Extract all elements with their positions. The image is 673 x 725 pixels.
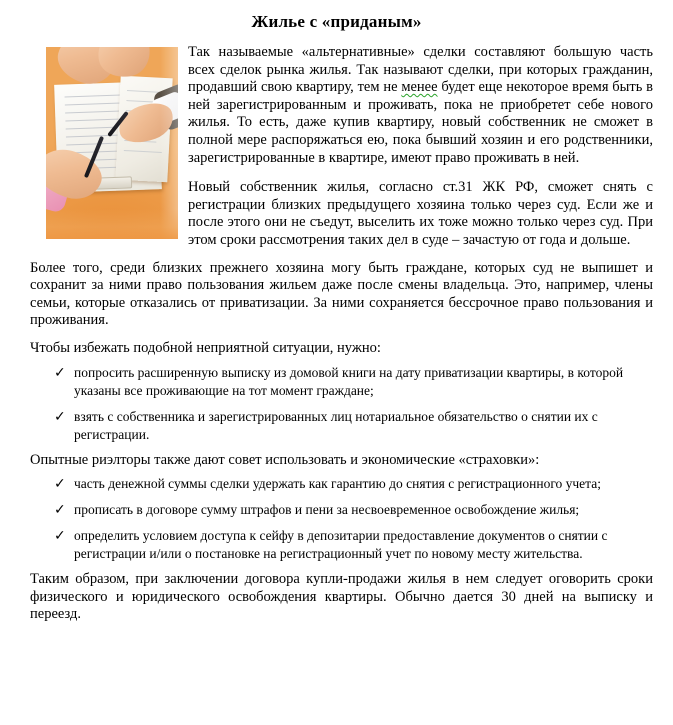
checkmark-icon: ✓ — [54, 476, 66, 493]
list-item-label: определить условием доступа к сейфу в депозитарии предоставление документов о снятии с регистрации и/или о постановке на регистрационный учет по новому месту жительства. — [74, 528, 608, 562]
photo-hands-signing-documents — [46, 47, 178, 239]
list-one-intro: Чтобы избежать подобной неприятной ситуации, нужно: — [30, 339, 381, 356]
list-item — [30, 408, 653, 444]
paragraph-final: Таким образом, при заключении договора купли-продажи жилья в нем следует оговорить сроки физического и юридического освобождения квартиры. Обычно дается 30 дней на выписку и переезд. — [30, 571, 653, 623]
checklist-precautions — [30, 364, 653, 444]
paragraph-1-text-a: Так называемые «альтернативные» сделки составляют большую часть всех сделок рынка жилья. Так называют сделки, при которых гражданин, продавший свою квартиру, тем не — [188, 44, 653, 96]
list-item — [30, 501, 653, 519]
list-two-intro: Опытные риэлторы также дают совет использовать и экономические «страховки»: — [30, 451, 540, 468]
page-title: Жилье с «приданым» — [251, 12, 422, 31]
checkmark-icon: ✓ — [54, 502, 66, 519]
paragraph-3: Более того, среди близких прежнего хозяина могу быть граждане, которых суд не выпишет и сохранит за ними право пользования жильем даже после смены владельца. Это, например, члены семьи, которые отказались от приватизации. За ними сохраняется бессрочное право пользования и проживания. — [30, 259, 653, 329]
checkmark-icon: ✓ — [54, 528, 66, 545]
checkmark-icon: ✓ — [54, 408, 66, 425]
list-item — [30, 475, 653, 493]
figure-edge-fade-bottom — [46, 209, 178, 239]
checkmark-icon: ✓ — [54, 364, 66, 381]
list-item-label: попросить расширенную выписку из домовой книги на дату приватизации квартиры, в которой указаны все проживающие на тот момент граждане; — [74, 364, 624, 398]
list-item-label: прописать в договоре сумму штрафов и пени за несвоевременное освобождение жилья; — [74, 502, 580, 518]
document-body — [0, 44, 673, 624]
checklist-economic-safeguards — [30, 475, 653, 563]
list-item — [30, 527, 653, 563]
list-item-label: взять с собственника и зарегистрированных лиц нотариальное обязательство о снятии их с регистрации. — [74, 408, 598, 442]
list-item-label: часть денежной суммы сделки удержать как гарантию до снятия с регистрационного учета; — [74, 476, 601, 492]
paragraph-1-text-b: будет еще некоторое время быть в ней зарегистрированным и проживать, пока не приобретет себе нового жилья. То есть, даже купив квартиру, новый собственник не сможет в полной мере распоряжаться ею, пока бывший хозяин и его родственники, зарегистрированные в квартире, имеют право проживать в ней. — [188, 79, 653, 166]
list-item — [30, 364, 653, 400]
spellcheck-word: менее — [401, 79, 438, 96]
paragraph-2: Новый собственник жилья, согласно ст.31 ЖК РФ, сможет снять с регистрации близких предыдущего хозяина только через суд. Если же и после этого они не съедут, выселить их тоже можно только через суд. При этом сроки рассмотрения таких дел в суде – зачастую от года и дольше. — [188, 179, 653, 248]
